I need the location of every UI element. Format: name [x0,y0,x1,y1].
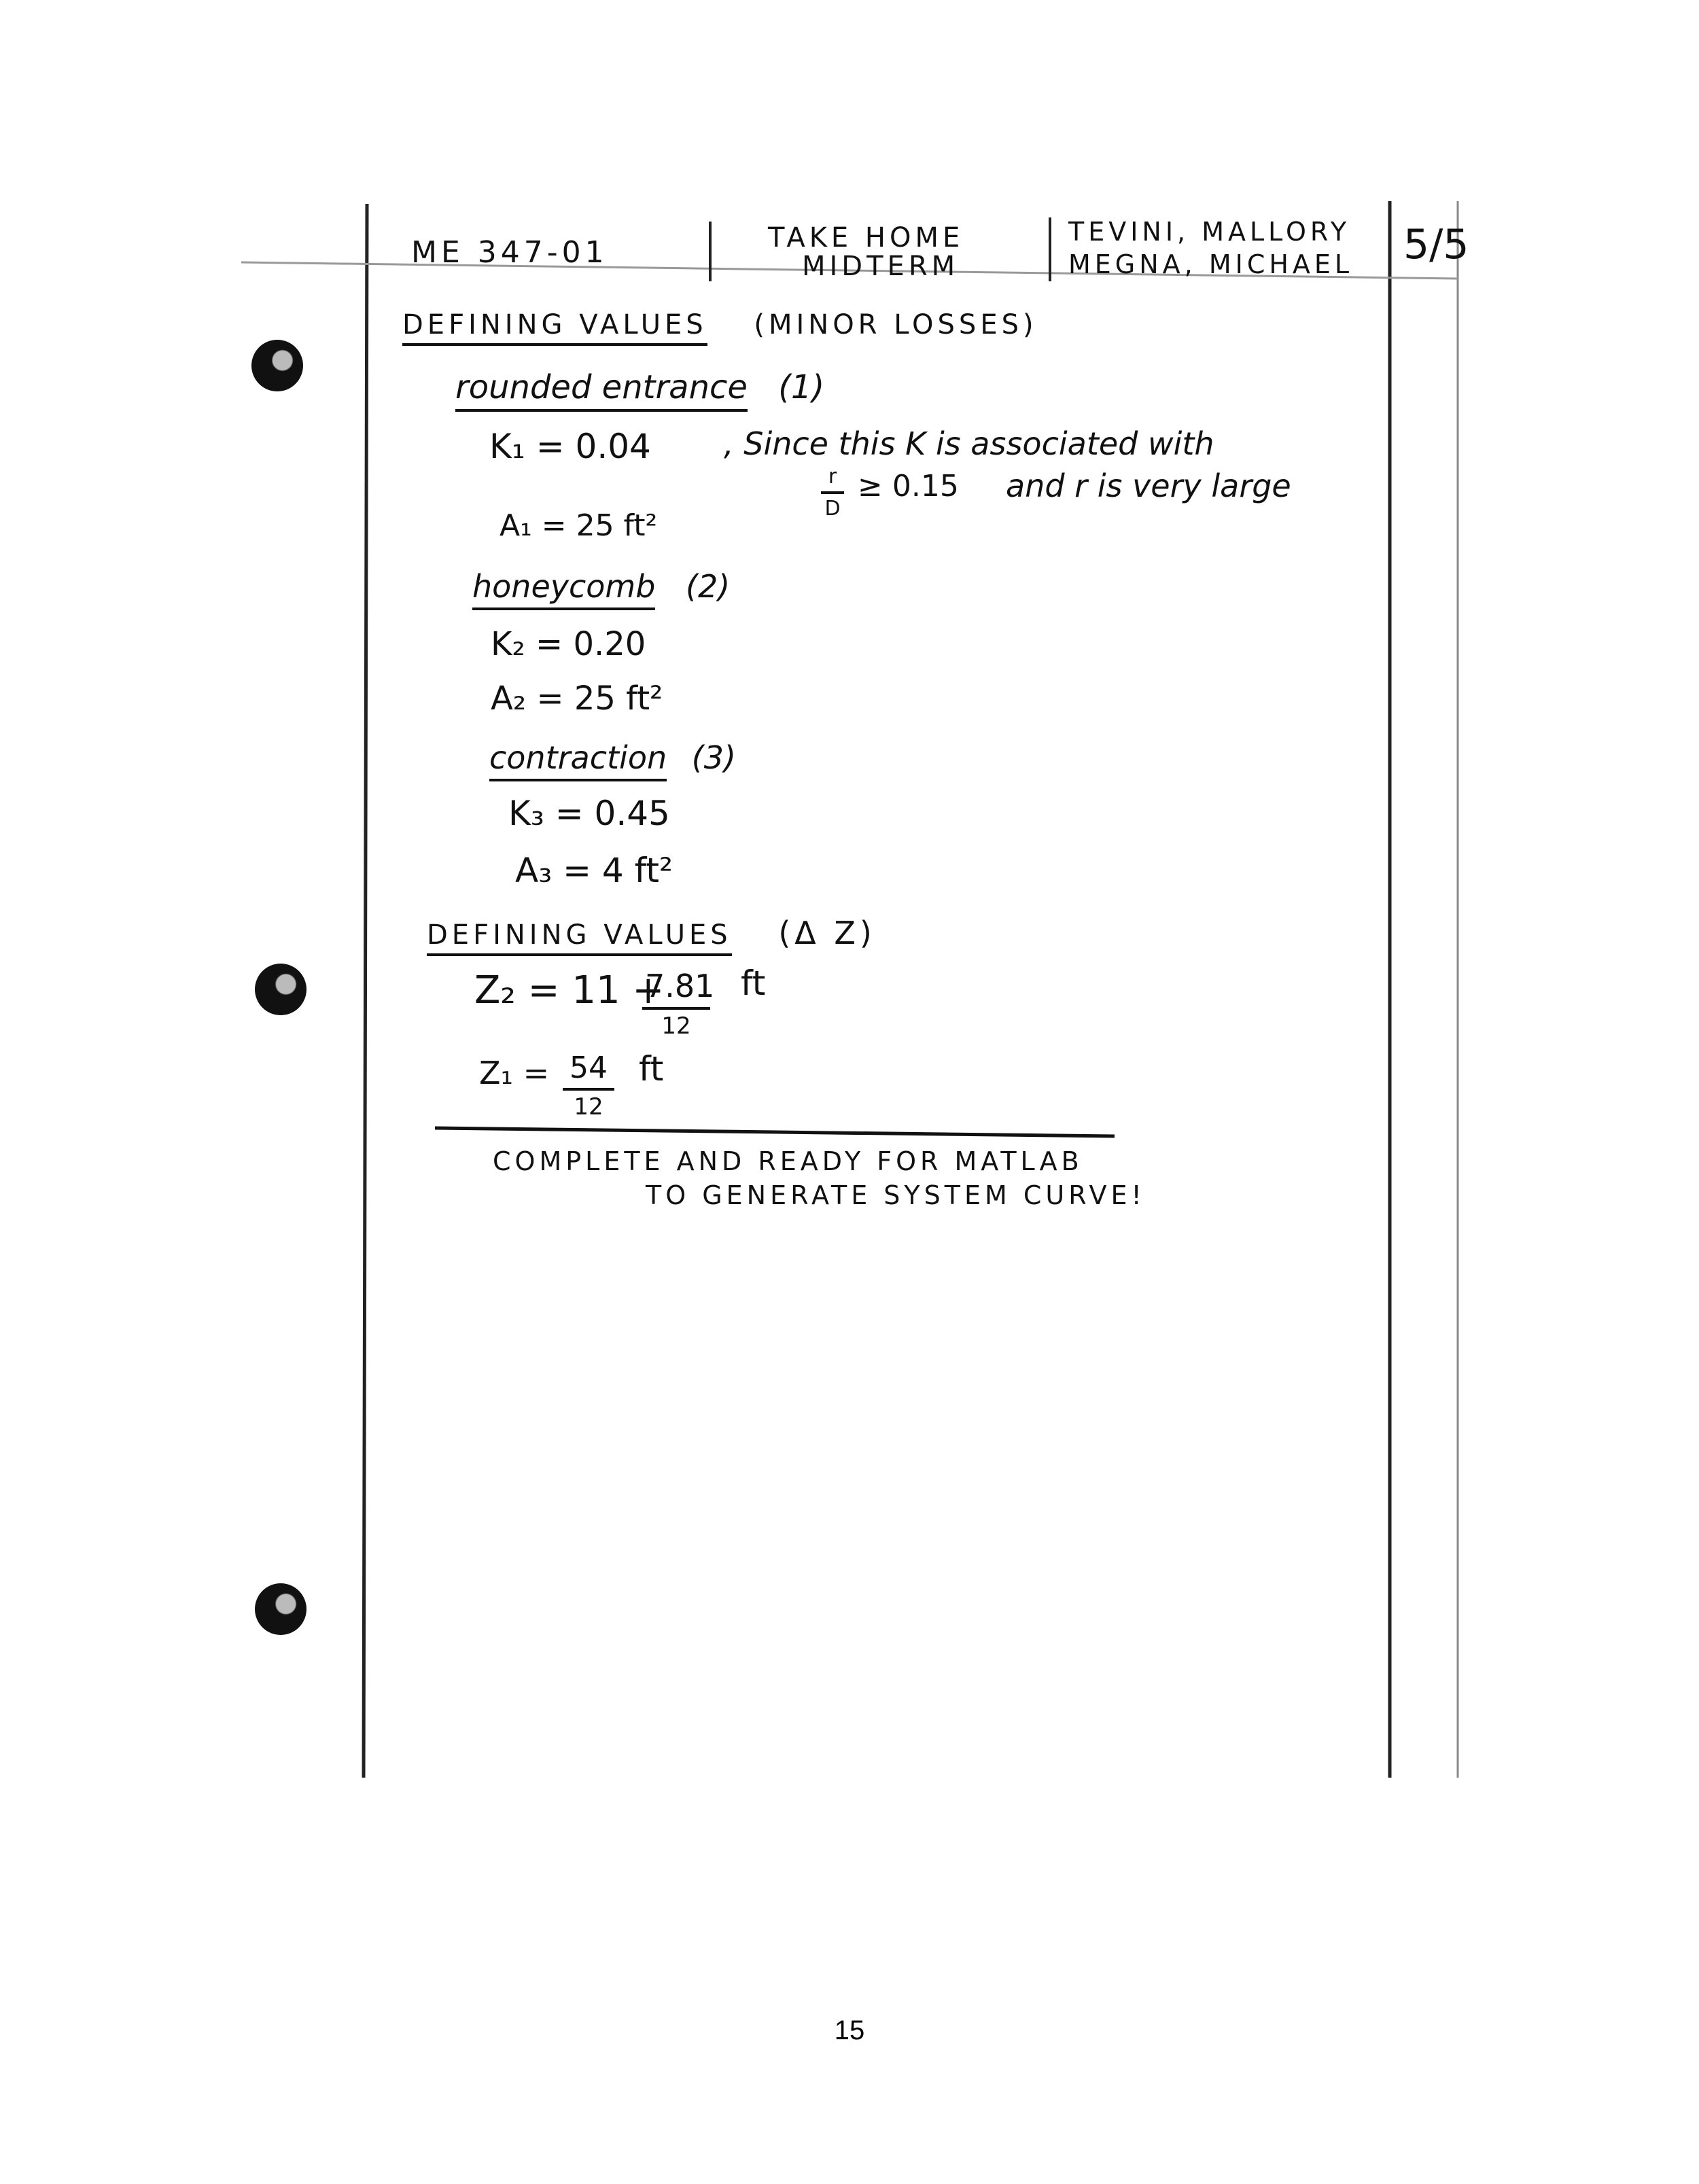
binder-hole-middle [255,964,306,1015]
heading-text: DEFINING VALUES [402,309,707,346]
z1-fraction [563,1051,614,1121]
rounded-entrance-index: (1) [778,368,825,406]
subheading-text: (Δ Z) [778,915,876,951]
z2-denominator: 12 [661,1012,691,1040]
ratio-numerator: r [821,465,844,494]
k2-value: K₂ = 0.20 [491,625,646,663]
k1-value: K₁ = 0.04 [489,427,651,466]
conclusion-line2: TO GENERATE SYSTEM CURVE! [646,1180,1146,1210]
z2-expression: Z₂ = 11 + [474,968,665,1012]
heading-text: DEFINING VALUES [427,919,732,956]
binder-hole-top [251,340,303,391]
z1-denominator: 12 [574,1093,603,1121]
z1-numerator: 54 [563,1051,614,1091]
contraction-index: (3) [691,739,736,776]
binder-hole-bottom [255,1583,306,1635]
a1-value: A₁ = 25 ft² [500,508,658,543]
assignment-title-line2: MIDTERM [802,251,960,282]
rounded-note-line2: and r is very large [1006,468,1291,504]
ratio-threshold: ≥ 0.15 [858,469,959,504]
contraction-label [489,739,736,776]
z2-fraction [642,968,715,1040]
z1-expression: Z₁ = [479,1055,550,1091]
rounded-note-line1: , Since this K is associated with [724,425,1214,462]
a3-value: A₃ = 4 ft² [515,851,673,890]
section-heading-minor-losses [402,311,1038,338]
score-mark: 5/5 [1403,221,1469,268]
subheading-text: (MINOR LOSSES) [754,309,1038,340]
author-names-line2: MEGNA, MICHAEL [1068,249,1354,279]
z2-numerator: 7.81 [642,968,710,1010]
page-number: 15 [834,2015,865,2045]
rounded-entrance-label [455,368,825,406]
honeycomb-text: honeycomb [472,568,655,610]
assignment-title-line1: TAKE HOME [768,222,964,253]
honeycomb-index: (2) [686,568,731,605]
contraction-text: contraction [489,739,667,781]
conclusion-line1: COMPLETE AND READY FOR MATLAB [493,1146,1083,1176]
z2-unit: ft [741,964,766,1003]
section-heading-delta-z [427,917,876,949]
rounded-entrance-text: rounded entrance [455,368,748,412]
ratio-r-over-d [821,465,844,521]
honeycomb-label [472,568,731,605]
a2-value: A₂ = 25 ft² [491,680,663,718]
author-names-line1: TEVINI, MALLORY [1068,217,1351,247]
k3-value: K₃ = 0.45 [508,794,670,833]
ratio-denominator: D [824,497,841,521]
z1-unit: ft [639,1049,664,1089]
course-code: ME 347-01 [411,235,608,270]
